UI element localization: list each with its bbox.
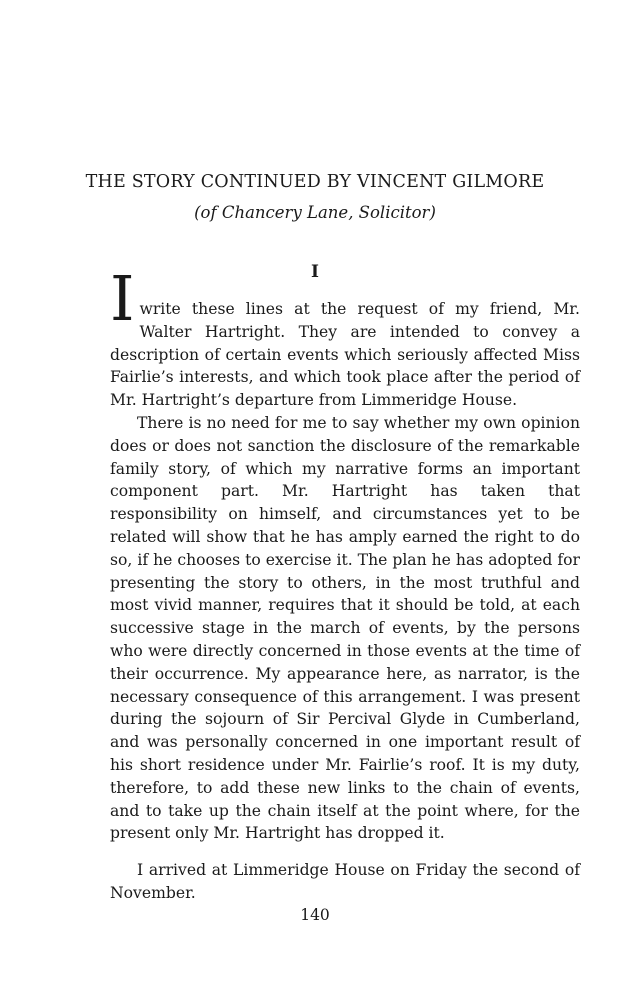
paragraph-1-text — [110, 262, 580, 410]
drop-cap: I — [110, 262, 135, 335]
page-number: 140 — [300, 906, 330, 924]
paragraph-1 — [110, 262, 580, 412]
drop-cap-spacer — [110, 274, 580, 298]
body-text — [110, 262, 580, 905]
paragraph-2: There is no need for me to say whether my own opinion does or does not sanction the disclosure of the remarkable family story, of which my narrative forms an important component part. Mr. Hartright has taken that responsibility on himself, and circumstances yet to be related will show that he has amply earned the right to do so, if he chooses to exercise it. The plan he has adopted for presenting the story to others, in the most truthful and most vivid manner, requires that it should be told, at each successive stage in the march of events, by the persons who were directly concerned in those events at the time of their occurrence. My appearance here, as narrator, is the necessary consequence of this arrangement. I was present during the sojourn of Sir Percival Glyde in Cumberland, and was personally concerned in one important result of his short residence under Mr. Fairlie’s roof. It is my duty, therefore, to add these new links to the chain of events, and to take up the chain itself at the point where, for the present only Mr. Hartright has dropped it. — [110, 413, 580, 843]
chapter-number: I — [311, 262, 319, 282]
story-subtitle: (of Chancery Lane, Solicitor) — [194, 203, 436, 222]
paragraph-1-content: write these lines at the request of my friend, Mr. Walter Hartright. They are intended to convey a description of certain events which seriously affected Miss Fairlie’s interests, and which took place after the period of Mr. Hartright’s departure from Limmeridge House. — [110, 300, 580, 410]
story-title: THE STORY CONTINUED BY VINCENT GILMORE — [85, 172, 545, 192]
paragraph-3: I arrived at Limmeridge House on Friday the second of November. — [110, 861, 580, 902]
